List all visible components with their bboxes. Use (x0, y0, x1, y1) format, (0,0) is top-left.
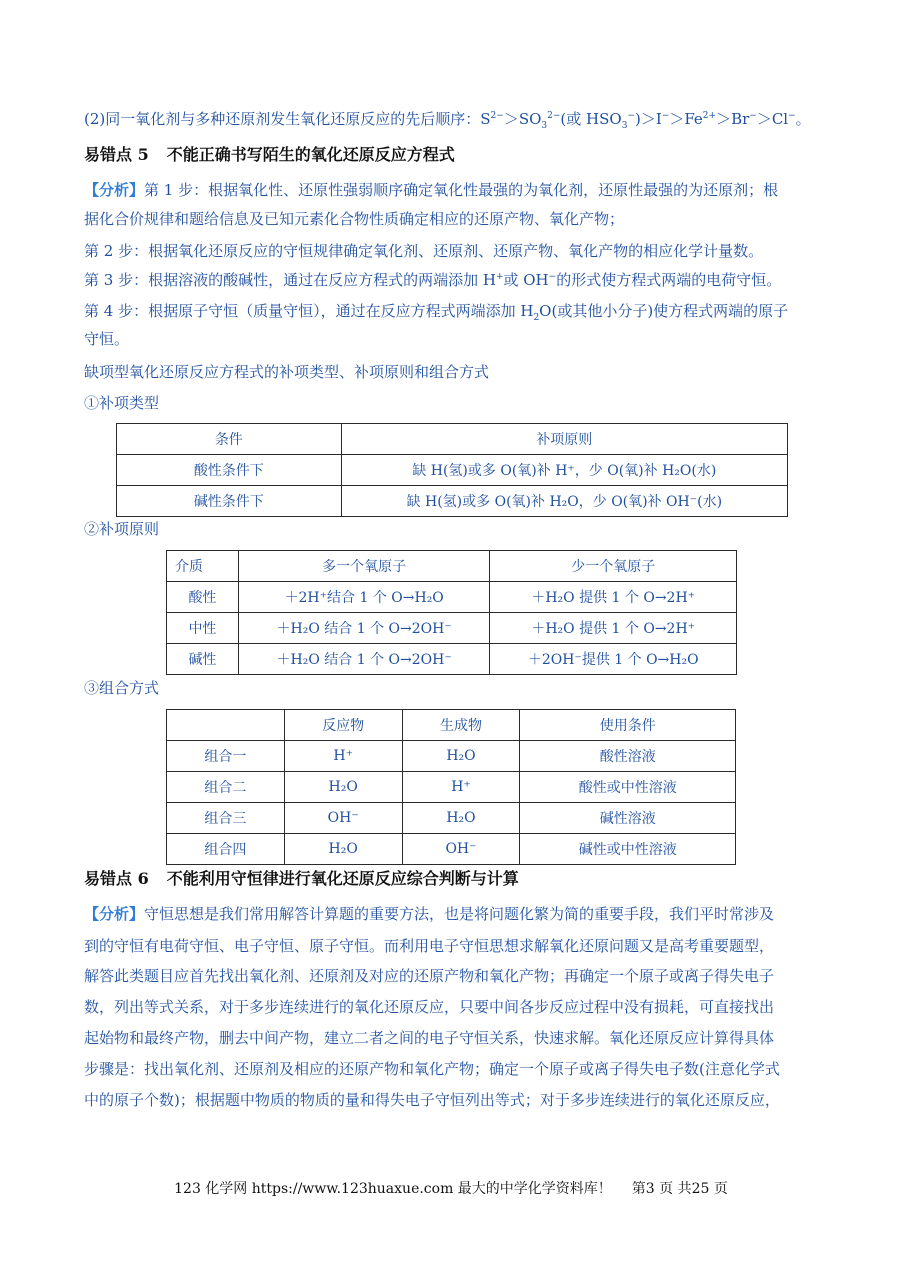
table-cell: H₂O (402, 803, 520, 834)
table-cell: 酸性条件下 (117, 455, 342, 486)
table-cell: ＋H₂O 结合 1 个 O→2OH⁻ (238, 613, 490, 644)
table-header-cell: 反应物 (284, 710, 402, 741)
reduction-order-line: (2)同一氧化剂与多种还原剂发生氧化还原反应的先后顺序：$S^{2-}>SO_3^{2-}$(或 $HSO_3^-)>I^->Fe^{2+}>Br^->Cl^-$。 (84, 110, 811, 131)
table-header-cell: 补项原则 (341, 424, 787, 455)
table-row (167, 582, 737, 613)
analysis-6-line-1: 【分析】守恒思想是我们常用解答计算题的重要方法，也是将问题化繁为简的重要手段，我们平时常涉及 (84, 905, 775, 923)
table-cell: 缺 H(氢)或多 O(氧)补 H⁺，少 O(氧)补 H₂O(水) (341, 455, 787, 486)
table-cell: 酸性 (167, 582, 239, 613)
analysis-5-step-3: 第 3 步：根据溶液的酸碱性，通过在反应方程式的两端添加 H+或 OH−的形式使方程式两端的电荷守恒。 (84, 271, 782, 289)
table-header-cell: 介质 (167, 551, 239, 582)
table-row (167, 613, 737, 644)
table-cell: H₂O (402, 741, 520, 772)
table-cell: ＋H₂O 结合 1 个 O→2OH⁻ (238, 644, 490, 675)
table-header-cell: 条件 (117, 424, 342, 455)
table-cell: 组合三 (167, 803, 285, 834)
table-cell: H⁺ (284, 741, 402, 772)
fill-principle-table (166, 550, 737, 675)
table-row (167, 772, 736, 803)
heading-5-title: 不能正确书写陌生的氧化还原反应方程式 (166, 145, 455, 164)
order-prefix: (2)同一氧化剂与多种还原剂发生氧化还原反应的先后顺序： (84, 110, 481, 128)
table-header-cell: 少一个氧原子 (490, 551, 737, 582)
table-cell: 碱性或中性溶液 (520, 834, 736, 865)
analysis-6-line-6: 步骤是：找出氧化剂、还原剂及相应的还原产物和氧化产物；确定一个原子或离子得失电子数(注意化学式 (84, 1060, 780, 1078)
analysis-6-line-5: 起始物和最终产物，删去中间产物，建立二者之间的电子守恒关系，快速求解。氧化还原反应计算得具体 (84, 1029, 775, 1047)
table-row (117, 455, 788, 486)
table-cell: 碱性条件下 (117, 486, 342, 517)
section-fill-principle: ②补项原则 (84, 520, 160, 538)
heading-error-point-5 (84, 144, 455, 166)
table-cell: 酸性或中性溶液 (520, 772, 736, 803)
table-cell: 中性 (167, 613, 239, 644)
table-row (167, 834, 736, 865)
table-row (167, 803, 736, 834)
analysis-5-step-2: 第 2 步：根据氧化还原反应的守恒规律确定氧化剂、还原剂、还原产物、氧化产物的相应化学计量数。 (84, 242, 764, 260)
analysis-6-line-3: 解答此类题目应首先找出氧化剂、还原剂及对应的还原产物和氧化产物；再确定一个原子或离子得失电子 (84, 967, 775, 985)
combination-table (166, 709, 736, 865)
table-cell: 缺 H(氢)或多 O(氧)补 H₂O，少 O(氧)补 OH⁻(水) (341, 486, 787, 517)
section-fill-type: ①补项类型 (84, 394, 160, 412)
table-row (167, 741, 736, 772)
heading-error-point-6 (84, 868, 519, 890)
table-cell: 组合二 (167, 772, 285, 803)
table-cell: OH⁻ (402, 834, 520, 865)
table-header-row (167, 710, 736, 741)
table-header-cell: 多一个氧原子 (238, 551, 490, 582)
table-cell: H⁺ (402, 772, 520, 803)
table-cell: 组合四 (167, 834, 285, 865)
footer-site: 123 化学网 https://www.123huaxue.com 最大的中学化学资料库！ (174, 1181, 612, 1197)
analysis-tag: 【分析】 (84, 905, 145, 923)
table-cell: H₂O (284, 772, 402, 803)
table-cell: ＋H₂O 提供 1 个 O→2H⁺ (490, 613, 737, 644)
table-header-cell (167, 710, 285, 741)
analysis-5-line-1: 【分析】第 1 步：根据氧化性、还原性强弱顺序确定氧化性最强的为氧化剂，还原性最强的为还原剂；根 (84, 181, 779, 199)
table-cell: OH⁻ (284, 803, 402, 834)
analysis-5-step-4-end: 守恒。 (84, 330, 130, 348)
table-cell: ＋2OH⁻提供 1 个 O→H₂O (490, 644, 737, 675)
intro-line: 缺项型氧化还原反应方程式的补项类型、补项原则和组合方式 (84, 363, 490, 381)
table-header-cell: 使用条件 (520, 710, 736, 741)
table-cell: 碱性 (167, 644, 239, 675)
analysis-5-step-4: 第 4 步：根据原子守恒（质量守恒），通过在反应方程式两端添加 $H_2O$(或其他小分子)使方程式两端的原子 (84, 302, 789, 323)
analysis-6-line-2: 到的守恒有电荷守恒、电子守恒、原子守恒。而利用电子守恒思想求解氧化还原问题又是高考重要题型， (84, 937, 775, 955)
table-cell: 酸性溶液 (520, 741, 736, 772)
table-cell: 碱性溶液 (520, 803, 736, 834)
table-header-cell: 生成物 (402, 710, 520, 741)
analysis-tag: 【分析】 (84, 181, 145, 199)
table-cell: ＋2H⁺结合 1 个 O→H₂O (238, 582, 490, 613)
table-row (117, 486, 788, 517)
page-footer (0, 1178, 902, 1198)
fill-type-table (116, 423, 788, 517)
section-combination: ③组合方式 (84, 679, 160, 697)
table-cell: ＋H₂O 提供 1 个 O→2H⁺ (490, 582, 737, 613)
table-header-row (117, 424, 788, 455)
table-cell: 组合一 (167, 741, 285, 772)
heading-6-title: 不能利用守恒律进行氧化还原反应综合判断与计算 (166, 869, 519, 888)
heading-6-label: 易错点 6 (84, 869, 149, 888)
table-cell: H₂O (284, 834, 402, 865)
table-row (167, 644, 737, 675)
heading-5-label: 易错点 5 (84, 145, 149, 164)
footer-page-number: 第3 页 共25 页 (631, 1181, 728, 1197)
analysis-5-line-2: 据化合价规律和题给信息及已知元素化合物性质确定相应的还原产物、氧化产物； (84, 210, 625, 228)
analysis-6-line-7: 中的原子个数)；根据题中物质的物质的量和得失电子守恒列出等式；对于多步连续进行的氧化还原反应， (84, 1091, 780, 1109)
table-header-row (167, 551, 737, 582)
analysis-6-line-4: 数，列出等式关系，对于多步连续进行的氧化还原反应，只要中间各步反应过程中没有损耗，可直接找出 (84, 998, 775, 1016)
